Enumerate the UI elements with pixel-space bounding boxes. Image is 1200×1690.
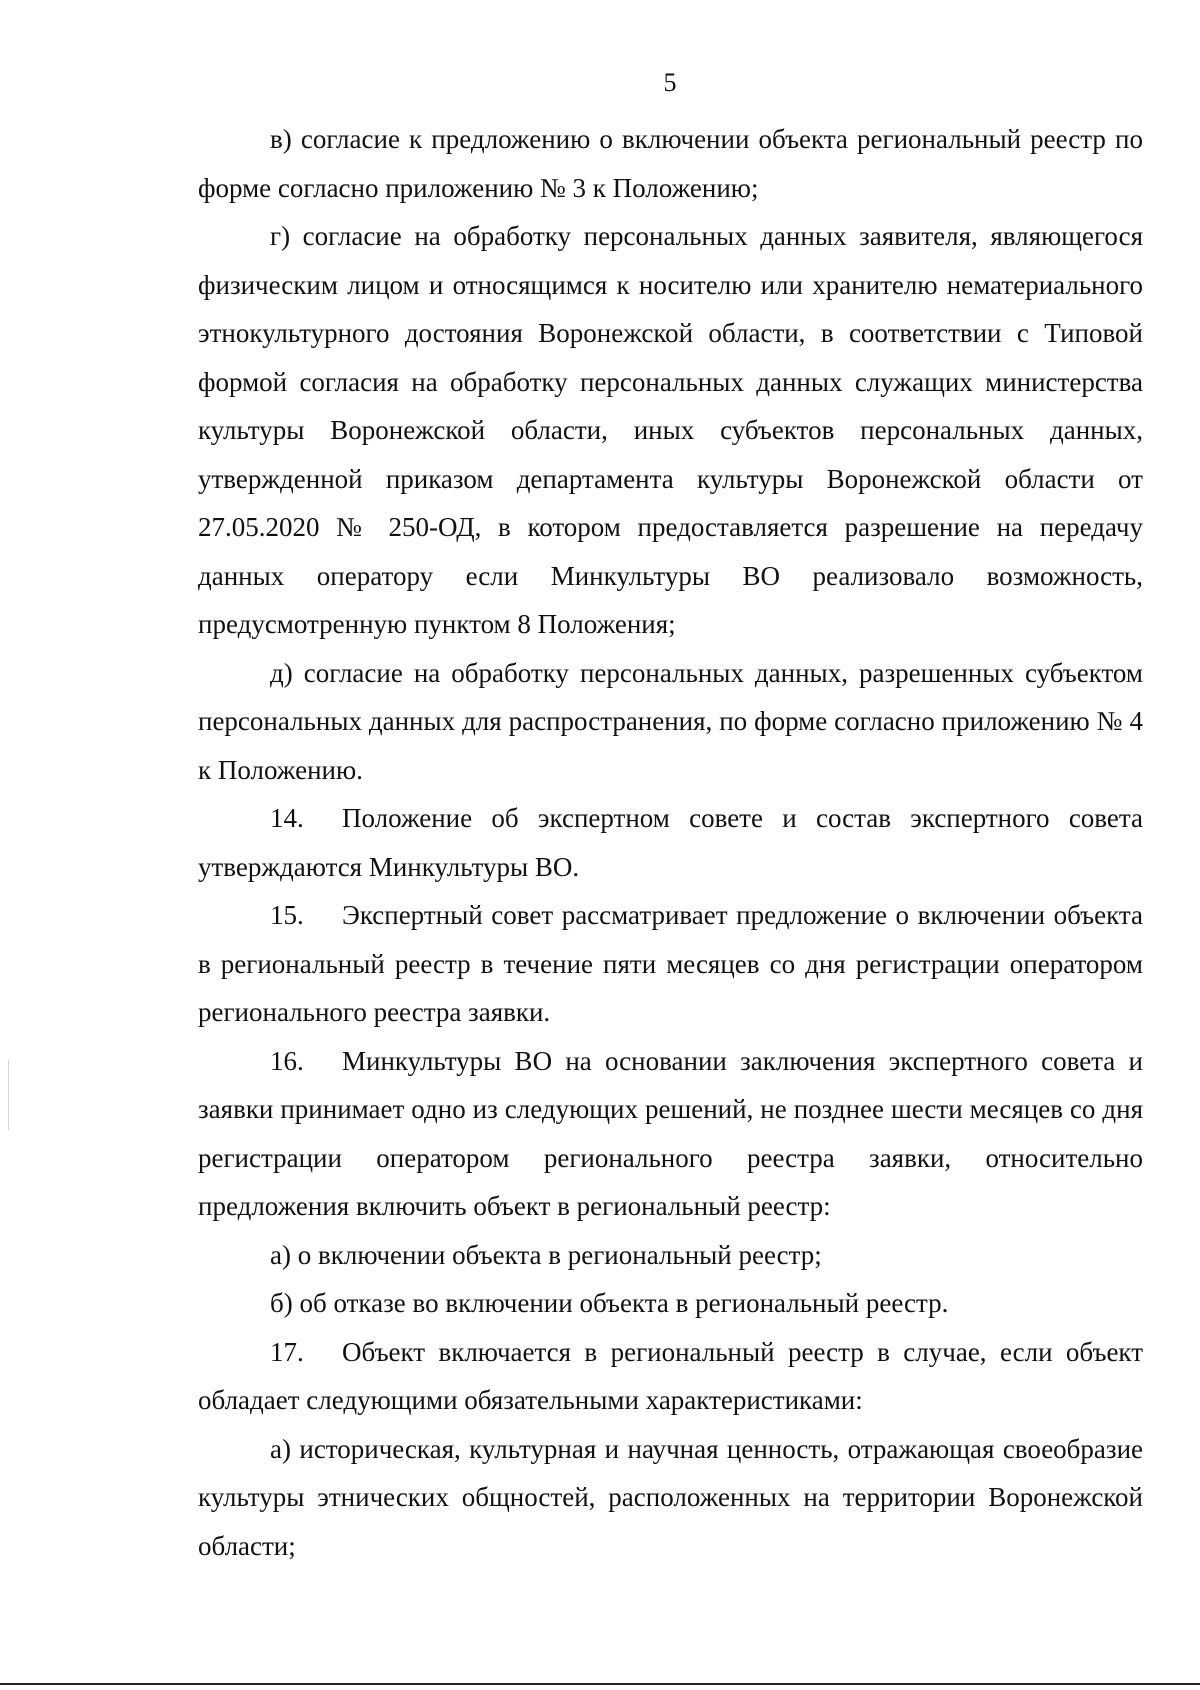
bottom-edge-line [0,1683,1200,1685]
clause-text: Экспертный совет рассматривает предложение о включении объекта в региональный реестр в течение пяти месяцев со дня регистрации оператором регионального реестра заявки. [198,900,1143,1027]
clause-number: 17. [270,1336,304,1367]
clause-text: Объект включается в региональный реестр в случае, если объект обладает следующими обязательными характеристиками: [198,1336,1143,1415]
clause-number: 16. [270,1045,304,1076]
clause-text: Минкультуры ВО на основании заключения экспертного совета и заявки принимает одно из следующих решений, не позднее шести месяцев со дня регистрации оператором регионального реестра заявки, относительно предложения включить объект в региональный реестр: [198,1045,1143,1221]
decision-option-b: б) об отказе во включении объекта в региональный реестр. [270,1288,949,1318]
paragraph-consent-distribution: д) согласие на обработку персональных данных, разрешенных субъектом персональных данных для распространения, по форме согласно приложению № 4 к Положению. [198,657,1143,785]
clause-15 [198,891,1143,1037]
document-body [198,115,1143,1570]
paragraph-consent-proposal: в) согласие к предложению о включении объекта региональный реестр по форме согласно приложению № 3 к Положению; [198,124,1143,203]
clause-17 [198,1328,1143,1425]
clause-number: 14. [270,803,304,833]
page-number: 5 [663,68,677,97]
clause-text: Положение об экспертном совете и состав экспертного совета утверждаются Минкультуры ВО. [198,803,1143,882]
clause-number: 15. [270,900,304,930]
decision-option-a: а) о включении объекта в региональный реестр; [270,1239,822,1270]
paragraph-consent-personal-data: г) согласие на обработку персональных данных заявителя, являющегося физическим лицом и относящимся к носителю или хранителю нематериального этнокультурного достояния Воронежской области, в соответствии с Типовой формой согласия на обработку персональных данных служащих министерства культуры Воронежской области, иных субъектов персональных данных, утвержденной приказом департамента культуры Воронежской области от 27.05.2020 № 250-ОД, в котором предоставляется разрешение на передачу данных оператору если Минкультуры ВО реализовало возможность, предусмотренную пунктом 8 Положения; [198,221,1143,639]
clause-16 [198,1037,1143,1231]
clause-14 [198,794,1143,891]
scan-margin-mark [8,1060,9,1130]
characteristic-a: а) историческая, культурная и научная ценность, отражающая своеобразие культуры этнических общностей, расположенных на территории Воронежской области; [198,1433,1143,1561]
